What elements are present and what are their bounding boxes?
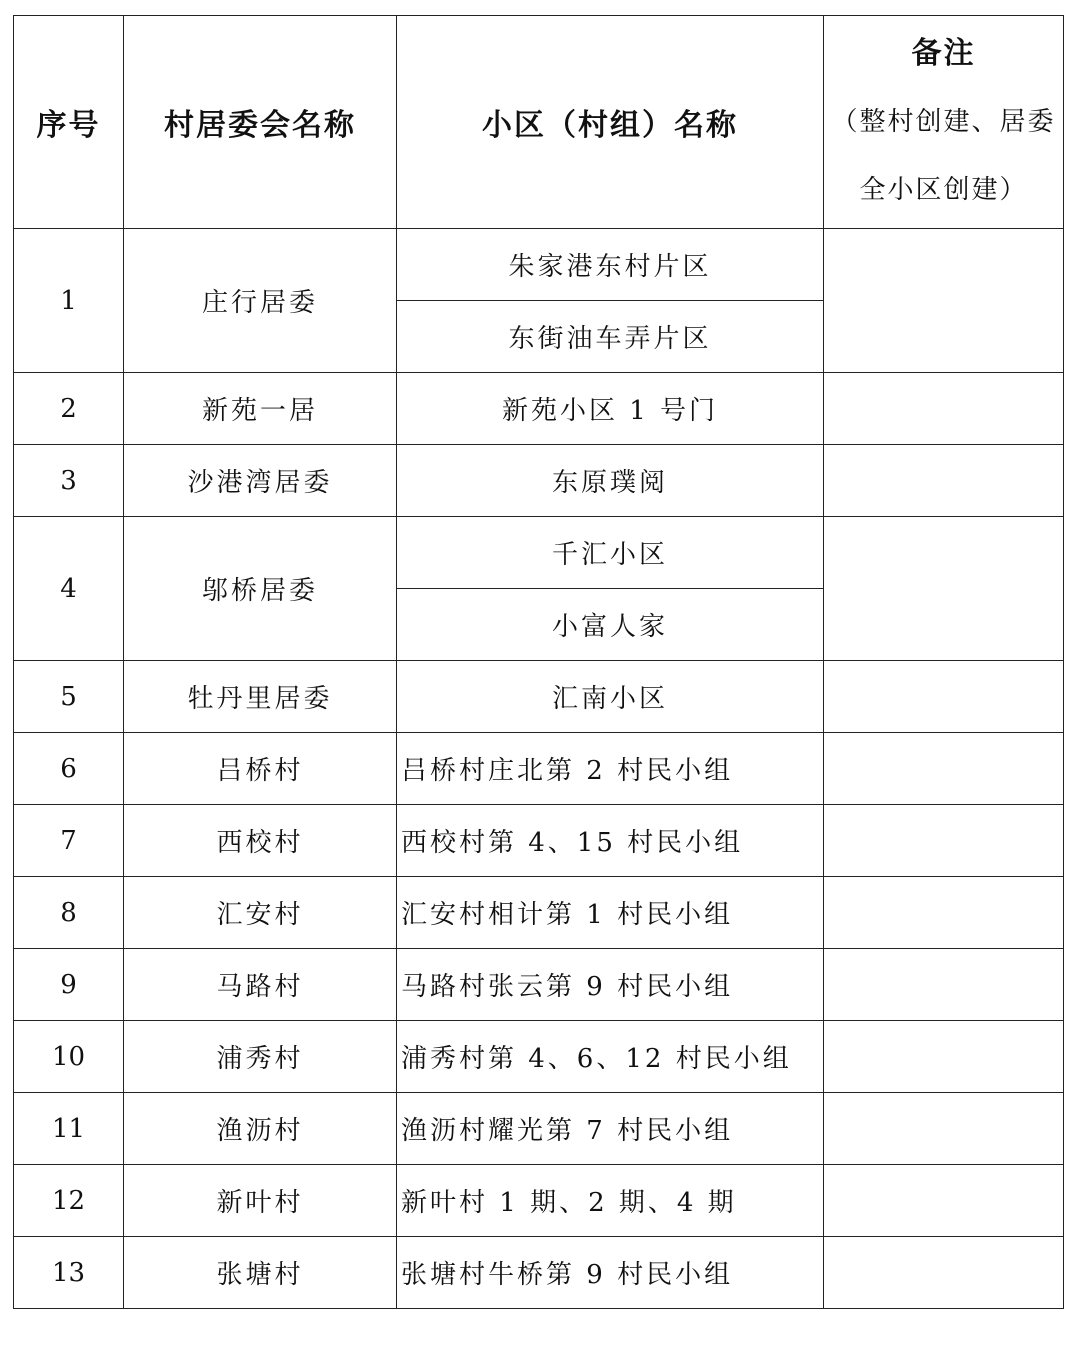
row-community: 东原璞阅: [397, 445, 824, 517]
row-seq: 10: [14, 1021, 124, 1093]
row-community: 朱家港东村片区: [397, 229, 824, 301]
row-remark: [824, 445, 1064, 517]
row-committee: 邬桥居委: [124, 517, 397, 661]
table-row: [14, 661, 1064, 733]
row-community: 西校村第 4、15 村民小组: [397, 805, 824, 877]
table-row: [14, 373, 1064, 445]
table-row: [14, 877, 1064, 949]
row-community: 汇安村相计第 1 村民小组: [397, 877, 824, 949]
row-committee: 新苑一居: [124, 373, 397, 445]
table-row: [14, 949, 1064, 1021]
row-community: 小富人家: [397, 589, 824, 661]
row-seq: 8: [14, 877, 124, 949]
row-remark: [824, 661, 1064, 733]
table-row: [14, 805, 1064, 877]
table-row: [14, 229, 1064, 301]
row-remark: [824, 1021, 1064, 1093]
header-community: 小区（村组）名称: [397, 16, 824, 229]
row-seq: 13: [14, 1237, 124, 1309]
row-community: 渔沥村耀光第 7 村民小组: [397, 1093, 824, 1165]
row-committee: 庄行居委: [124, 229, 397, 373]
row-community: 马路村张云第 9 村民小组: [397, 949, 824, 1021]
header-remark-note: （整村创建、居委全小区创建）: [831, 107, 1056, 205]
row-committee: 新叶村: [124, 1165, 397, 1237]
row-committee: 渔沥村: [124, 1093, 397, 1165]
header-seq: 序号: [14, 16, 124, 229]
row-remark: [824, 1165, 1064, 1237]
row-seq: 11: [14, 1093, 124, 1165]
header-committee: 村居委会名称: [124, 16, 397, 229]
row-seq: 6: [14, 733, 124, 805]
row-seq: 3: [14, 445, 124, 517]
row-community: 汇南小区: [397, 661, 824, 733]
row-community: 新叶村 1 期、2 期、4 期: [397, 1165, 824, 1237]
table-row: [14, 1165, 1064, 1237]
row-seq: 4: [14, 517, 124, 661]
row-community: 新苑小区 1 号门: [397, 373, 824, 445]
row-community: 东街油车弄片区: [397, 301, 824, 373]
row-committee: 张塘村: [124, 1237, 397, 1309]
row-remark: [824, 373, 1064, 445]
table-row: [14, 517, 1064, 589]
row-remark: [824, 805, 1064, 877]
table-row: [14, 445, 1064, 517]
header-remark-title: 备注: [911, 36, 976, 71]
row-committee: 吕桥村: [124, 733, 397, 805]
row-community: 张塘村牛桥第 9 村民小组: [397, 1237, 824, 1309]
row-committee: 马路村: [124, 949, 397, 1021]
row-seq: 7: [14, 805, 124, 877]
row-remark: [824, 517, 1064, 661]
row-committee: 浦秀村: [124, 1021, 397, 1093]
row-committee: 牡丹里居委: [124, 661, 397, 733]
row-community: 浦秀村第 4、6、12 村民小组: [397, 1021, 824, 1093]
table-row: [14, 1021, 1064, 1093]
row-community: 吕桥村庄北第 2 村民小组: [397, 733, 824, 805]
row-seq: 9: [14, 949, 124, 1021]
row-seq: 12: [14, 1165, 124, 1237]
header-remark: [824, 16, 1064, 229]
row-seq: 2: [14, 373, 124, 445]
community-table: [13, 15, 1064, 1309]
row-remark: [824, 949, 1064, 1021]
table-row: [14, 733, 1064, 805]
row-committee: 沙港湾居委: [124, 445, 397, 517]
row-committee: 汇安村: [124, 877, 397, 949]
row-seq: 1: [14, 229, 124, 373]
table-row: [14, 1237, 1064, 1309]
row-seq: 5: [14, 661, 124, 733]
table-header-row: [14, 16, 1064, 229]
row-remark: [824, 1237, 1064, 1309]
row-remark: [824, 1093, 1064, 1165]
table-row: [14, 1093, 1064, 1165]
row-remark: [824, 877, 1064, 949]
row-remark: [824, 229, 1064, 373]
row-committee: 西校村: [124, 805, 397, 877]
row-community: 千汇小区: [397, 517, 824, 589]
row-remark: [824, 733, 1064, 805]
